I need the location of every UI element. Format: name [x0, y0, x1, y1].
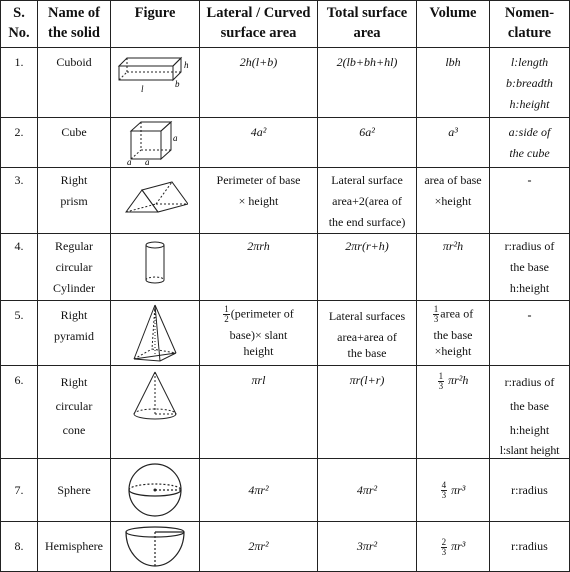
nomenclature-cell: a:side of the cube [490, 118, 570, 168]
sno-cell: 7. [1, 459, 38, 522]
lateral-cell: 2πrh [200, 234, 318, 301]
volume-cell: area of base ×height [417, 168, 490, 234]
lateral-cell: 4πr² [200, 459, 318, 522]
pyramid-figure [111, 301, 200, 366]
sno-cell: 4. [1, 234, 38, 301]
sno-cell: 5. [1, 301, 38, 366]
cube-figure [111, 118, 200, 168]
table-row [1, 459, 570, 522]
header-sno: S. No. [1, 1, 38, 48]
total-cell: 2πr(r+h) [318, 234, 417, 301]
table-row [1, 168, 570, 234]
solid-name-cell: Right prism [38, 168, 111, 234]
cone-figure [111, 366, 200, 459]
volume-cell: lbh [417, 48, 490, 118]
total-cell: Lateral surfaces area+area of the base [318, 301, 417, 366]
fraction: $\frac{1}{2}$ [224, 304, 229, 324]
volume-cell: $\frac{2}{3}$ πr³ [417, 522, 490, 572]
volume-cell: $\frac{1}{3}$ area of the base ×height [417, 301, 490, 366]
total-cell: 6a² [318, 118, 417, 168]
volume-cell: $\frac{1}{3}$ πr²h [417, 366, 490, 459]
cuboid-height-label: h [184, 60, 189, 70]
cube-side-label: a [145, 157, 150, 165]
nomenclature-cell: r:radius [490, 459, 570, 522]
cube-side-label: a [127, 157, 132, 165]
lateral-cell: 2πr² [200, 522, 318, 572]
sno-cell: 2. [1, 118, 38, 168]
solid-name-cell: Sphere [38, 459, 111, 522]
solid-name-cell: Hemisphere [38, 522, 111, 572]
sno-cell: 8. [1, 522, 38, 572]
fraction: $\frac{1}{3}$ [433, 304, 439, 324]
nomenclature-cell: r:radius of the base h:height [490, 234, 570, 301]
header-lateral: Lateral / Curved surface area [200, 1, 318, 48]
volume-cell: πr²h [417, 234, 490, 301]
total-cell: 4πr² [318, 459, 417, 522]
sno-cell: 3. [1, 168, 38, 234]
sphere-figure [111, 459, 200, 522]
total-cell: Lateral surface area+2(area of the end surface) [318, 168, 417, 234]
header-name: Name of the solid [38, 1, 111, 48]
lateral-cell: 2h(l+b) [200, 48, 318, 118]
solid-name-cell: Right circular cone [38, 366, 111, 459]
fraction: $\frac{2}{3}$ [441, 536, 447, 557]
table-row [1, 301, 570, 366]
volume-cell: $\frac{4}{3}$ πr³ [417, 459, 490, 522]
nomenclature-cell: - [490, 168, 570, 234]
header-volume: Volume [417, 1, 490, 48]
solid-name-cell: Regular circular Cylinder [38, 234, 111, 301]
lateral-cell: $\frac{1}{2}$ (perimeter of base)× slant height [200, 301, 318, 366]
nomenclature-cell: r:radius of the base h:height l:slant height [490, 366, 570, 459]
nomenclature-cell: r:radius [490, 522, 570, 572]
cube-side-label: a [173, 133, 178, 143]
lateral-cell: 4a² [200, 118, 318, 168]
table-row [1, 118, 570, 168]
cuboid-figure [111, 48, 200, 118]
volume-cell: a³ [417, 118, 490, 168]
table-row [1, 522, 570, 572]
table-row [1, 366, 570, 459]
cylinder-figure [111, 234, 200, 301]
total-cell: πr(l+r) [318, 366, 417, 459]
lateral-cell: πrl [200, 366, 318, 459]
cuboid-length-label: l [141, 84, 144, 94]
prism-figure [111, 168, 200, 234]
total-cell: 2(lb+bh+hl) [318, 48, 417, 118]
lateral-cell: Perimeter of base × height [200, 168, 318, 234]
solid-name-cell: Cuboid [38, 48, 111, 118]
total-cell: 3πr² [318, 522, 417, 572]
cuboid-breadth-label: b [175, 79, 180, 89]
table-row [1, 234, 570, 301]
fraction: $\frac{4}{3}$ [441, 480, 447, 501]
solid-name-cell: Cube [38, 118, 111, 168]
nomenclature-cell: l:length b:breadth h:height [490, 48, 570, 118]
sno-cell: 1. [1, 48, 38, 118]
header-nomenclature: Nomen- clature [490, 1, 570, 48]
header-figure: Figure [111, 1, 200, 48]
sno-cell: 6. [1, 366, 38, 459]
table-row [1, 48, 570, 118]
header-row [1, 1, 570, 48]
nomenclature-cell: - [490, 301, 570, 366]
header-total: Total surface area [318, 1, 417, 48]
solid-name-cell: Right pyramid [38, 301, 111, 366]
fraction: $\frac{1}{3}$ [438, 370, 444, 391]
hemisphere-figure [111, 522, 200, 572]
